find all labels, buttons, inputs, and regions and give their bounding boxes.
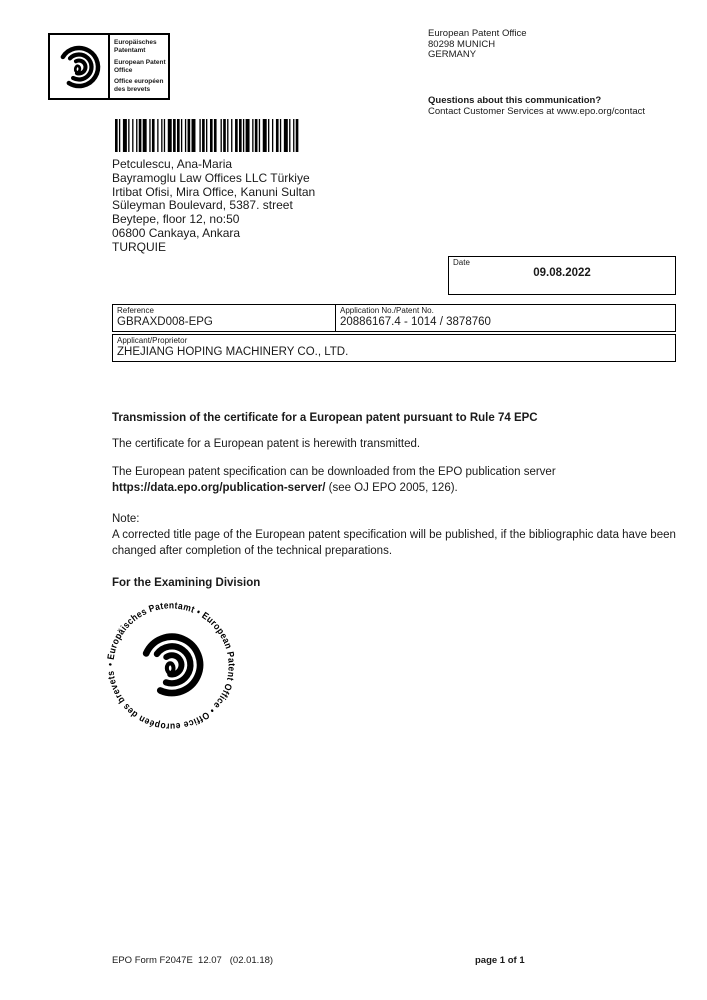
recipient-line: Beytepe, floor 12, no:50: [112, 212, 240, 227]
reference-cell: [113, 305, 336, 331]
questions-block: [428, 95, 645, 117]
epo-stamp: [99, 594, 243, 738]
office-address-line: GERMANY: [428, 49, 477, 60]
logo-name-en: European Patent Office: [114, 58, 166, 74]
recipient-address: [112, 158, 315, 255]
stamp-ring-text: • Europäisches Patentamt • European Patent Office • Office européen des brevets: [105, 600, 237, 732]
recipient-line: Petculescu, Ana-Maria: [112, 157, 233, 171]
oj-reference: (see OJ EPO 2005, 126).: [325, 482, 458, 494]
reference-value: GBRAXD008-EPG: [117, 316, 213, 328]
recipient-line: TURQUIE: [112, 239, 166, 254]
office-address-line: 80298 MUNICH: [428, 38, 496, 50]
reference-label: Reference: [117, 306, 154, 315]
recipient-line: Bayramoglu Law Offices LLC Türkiye: [112, 170, 310, 185]
svg-text:• Europäisches Patentamt • Eur: [105, 600, 236, 731]
applicant-label: Applicant/Proprietor: [117, 336, 188, 345]
date-box: [448, 256, 676, 295]
epo-spiral-logo-icon: [50, 35, 110, 98]
logo-name-fr: Office européen des brevets: [114, 78, 164, 94]
signature-line: For the Examining Division: [112, 577, 261, 589]
office-address: [428, 29, 527, 61]
page-indicator: page 1 of 1: [475, 955, 525, 966]
note-text: A corrected title page of the European patent specification will be published, if the bibliographic data have been changed after completion of the technical preparations.: [112, 529, 676, 557]
applicant-cell: [112, 334, 676, 362]
epo-logo-box: [48, 33, 170, 100]
questions-contact: Contact Customer Services at www.epo.org/contact: [428, 106, 646, 117]
publication-server-url: https://data.epo.org/publication-server/: [112, 482, 326, 494]
body-paragraph: The certificate for a European patent is herewith transmitted.: [112, 438, 421, 450]
form-identifier: EPO Form F2047E 12.07 (02.01.18): [112, 955, 274, 966]
logo-name-de: Europäisches Patentamt: [114, 39, 157, 54]
note-label: Note:: [112, 513, 140, 525]
applicant-value: ZHEJIANG HOPING MACHINERY CO., LTD.: [117, 346, 349, 358]
recipient-line: Süleyman Boulevard, 5387. street: [112, 198, 293, 213]
application-cell: [336, 305, 675, 331]
questions-title: Questions about this communication?: [428, 95, 602, 106]
application-value: 20886167.4 - 1014 / 3878760: [340, 316, 491, 328]
application-label: Application No./Patent No.: [340, 306, 434, 315]
note-block: [112, 511, 687, 559]
table-row: [112, 304, 676, 332]
reference-table: [112, 304, 676, 362]
subject-line: Transmission of the certificate for a European patent pursuant to Rule 74 EPC: [112, 412, 538, 424]
recipient-line: 06800 Cankaya, Ankara: [112, 225, 241, 240]
recipient-line: Irtibat Ofisi, Mira Office, Kanuni Sultan: [112, 184, 316, 199]
date-label: Date: [453, 258, 470, 267]
office-address-line: European Patent Office: [428, 28, 527, 39]
body-paragraph: [112, 464, 687, 496]
date-value: 09.08.2022: [533, 267, 591, 279]
barcode: [115, 119, 301, 152]
download-text: The European patent specification can be downloaded from the EPO publication server: [112, 466, 556, 478]
